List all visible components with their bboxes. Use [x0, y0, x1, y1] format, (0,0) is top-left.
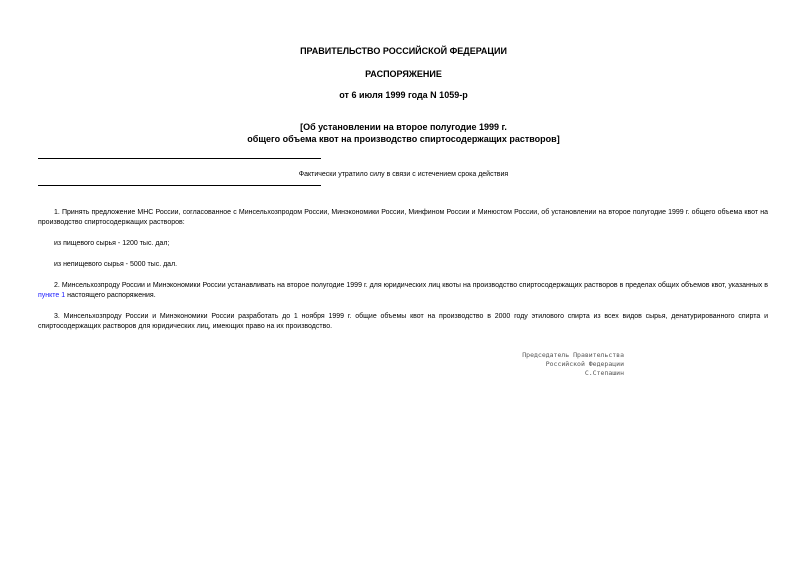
signature-country: Российской Федерации	[545, 360, 624, 368]
document-type-heading: РАСПОРЯЖЕНИЕ	[365, 69, 442, 79]
date-number-heading: от 6 июля 1999 года N 1059-р	[339, 90, 468, 100]
paragraph-3	[38, 312, 768, 332]
signature-block	[470, 351, 624, 378]
paragraph-2-text-after: настоящего распоряжения.	[65, 292, 156, 299]
paragraph-3-text: 3. Минсельхозпроду России и Минэкономики России разработать до 1 ноября 1999 г. общие объемы квот на производство в 2000 году этилового спирта из всех видов сырья, денатурированного спирта и спиртосодержащих растворов для юридических лиц, имеющих право на их производство.	[38, 313, 768, 330]
issuer-heading: ПРАВИТЕЛЬСТВО РОССИЙСКОЙ ФЕДЕРАЦИИ	[300, 46, 507, 56]
document-title-line-1: [Об установлении на второе полугодие 1999 г.	[300, 122, 507, 132]
paragraph-1-item-nonfood-text: из непищевого сырья - 5000 тыс. дал.	[54, 261, 178, 268]
paragraph-2-content	[38, 281, 768, 301]
document-title-line-2: общего объема квот на производство спиртосодержащих растворов]	[247, 134, 560, 144]
paragraph-1-reference-link[interactable]: пункте 1	[38, 292, 66, 299]
document-title	[0, 121, 807, 145]
paragraph-1-item-food-text: из пищевого сырья - 1200 тыс. дал;	[54, 240, 170, 247]
divider-top	[38, 158, 321, 159]
signature-position: Председатель Правительства	[522, 351, 624, 359]
divider-bottom	[38, 185, 321, 186]
paragraph-1-text: 1. Принять предложение МНС России, согласованное с Минсельхозпродом России, Минэкономики России, Минфином России и Минюстом России, об установлении на второе полугодие 1999 г. общего объема квот на производство спиртосодержащих растворов:	[38, 209, 768, 226]
paragraph-1	[38, 208, 768, 228]
paragraph-2-text-before: 2. Минсельхозпроду России и Минэкономики России устанавливать на второе полугодие 1999 г. для юридических лиц квоты на производство спиртосодержащих растворов в пределах общих объемов квот, указанных в	[54, 282, 768, 289]
signature-name: С.Степашин	[584, 369, 624, 377]
paragraph-1-item-food	[38, 239, 768, 249]
paragraph-2	[38, 281, 768, 301]
paragraph-1-item-nonfood	[38, 260, 768, 270]
status-note: Фактически утратило силу в связи с истечением срока действия	[298, 171, 509, 178]
